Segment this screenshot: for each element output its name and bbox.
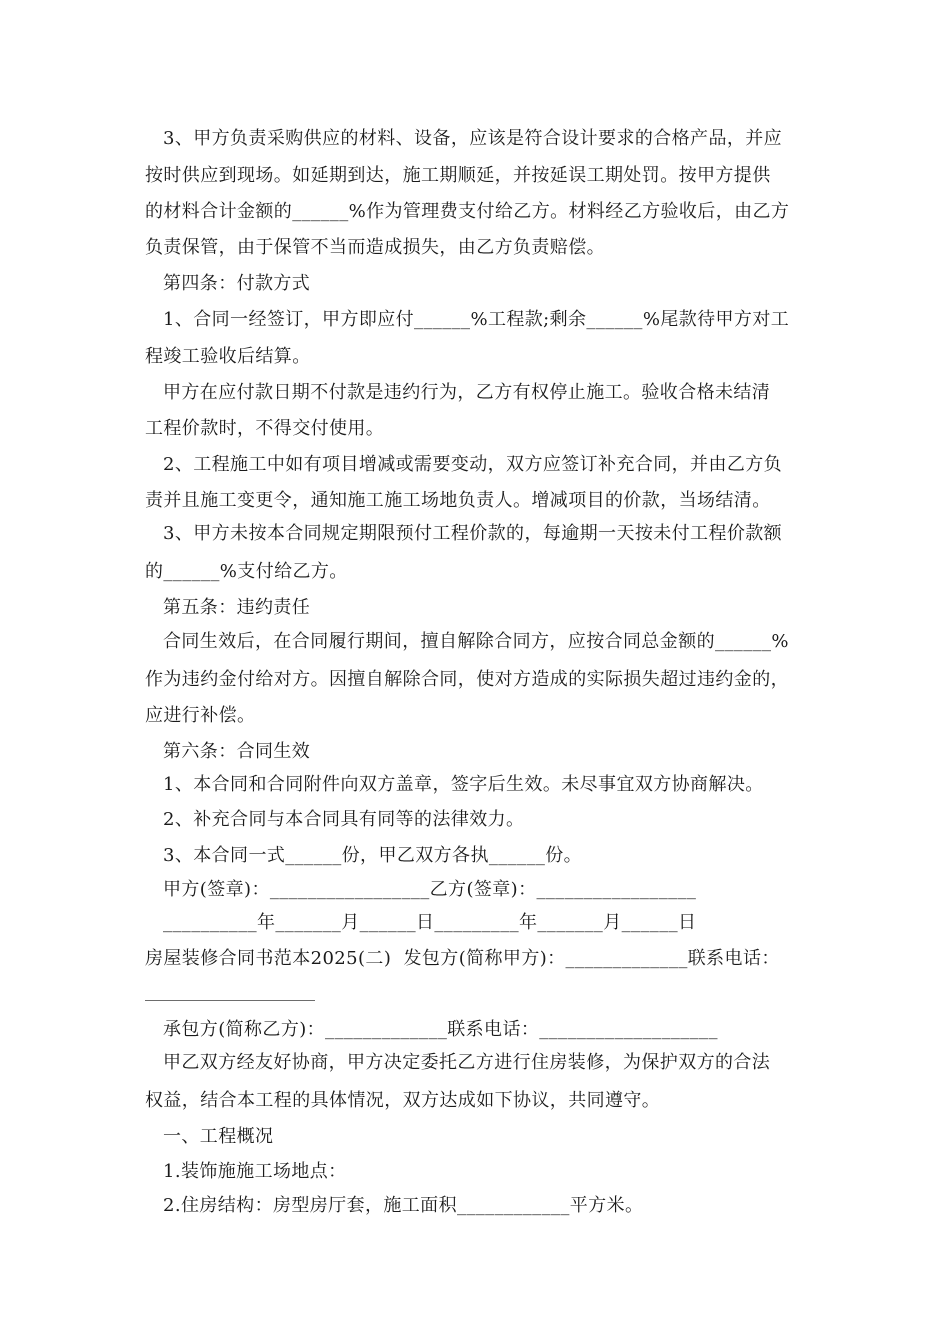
overview-item-2: 2.住房结构：房型房厅套，施工面积____________平方米。	[163, 1195, 644, 1216]
effect-3: 3、本合同一式______份，甲乙双方各执______份。	[163, 845, 583, 866]
payment-note-line-1: 甲方在应付款日期不付款是违约行为，乙方有权停止施工。验收合格未结清	[163, 382, 771, 403]
clause-3-line-3: 的材料合计金额的______%作为管理费支付给乙方。材料经乙方验收后，由乙方	[145, 201, 790, 222]
clause-3-line-1: 3、甲方负责采购供应的材料、设备，应该是符合设计要求的合格产品，并应	[163, 128, 783, 149]
contract-2-title-line: 房屋装修合同书范本2025(二) 发包方(简称甲方)：_____________联系电话：	[145, 948, 780, 969]
breach-line-1: 合同生效后，在合同履行期间，擅自解除合同方，应按合同总金额的______%	[163, 631, 789, 652]
payment-3-line-1: 3、甲方未按本合同规定期限预付工程价款的，每逾期一天按未付工程价款额	[163, 523, 783, 544]
date-line: __________年_______月______日_________年_______月______日	[163, 912, 697, 933]
payment-2-line-1: 2、工程施工中如有项目增减或需要变动，双方应签订补充合同，并由乙方负	[163, 454, 783, 475]
payment-1-line-1: 1、合同一经签订，甲方即应付______%工程款;剩余______%尾款待甲方对工	[163, 309, 790, 330]
effect-2: 2、补充合同与本合同具有同等的法律效力。	[163, 809, 525, 830]
payment-note-line-2: 工程价款时，不得交付使用。	[145, 418, 385, 439]
section-5-heading: 第五条：违约责任	[163, 597, 311, 618]
agreement-line-1: 甲乙双方经友好协商，甲方决定委托乙方进行住房装修，为保护双方的合法	[163, 1052, 771, 1073]
section-6-heading: 第六条：合同生效	[163, 741, 311, 762]
breach-line-3: 应进行补偿。	[145, 705, 256, 726]
clause-3-line-2: 按时供应到现场。如延期到达，施工期顺延，并按延误工期处罚。按甲方提供	[145, 165, 771, 186]
payment-3-line-2: 的______%支付给乙方。	[145, 561, 348, 582]
phone-blank-underline	[145, 1000, 315, 1001]
section-4-heading: 第四条：付款方式	[163, 273, 311, 294]
payment-1-line-2: 程竣工验收后结算。	[145, 346, 311, 367]
overview-heading: 一、工程概况	[163, 1126, 274, 1147]
signature-line: 甲方(签章)：_________________乙方(签章)：_________________	[163, 879, 697, 900]
breach-line-2: 作为违约金付给对方。因擅自解除合同，使对方造成的实际损失超过违约金的，	[145, 669, 789, 690]
overview-item-1: 1.装饰施施工场地点：	[163, 1161, 347, 1182]
clause-3-line-4: 负责保管，由于保管不当而造成损失，由乙方负责赔偿。	[145, 237, 605, 258]
payment-2-line-2: 责并且施工变更令，通知施工施工场地负责人。增减项目的价款，当场结清。	[145, 490, 771, 511]
contractor-line: 承包方(简称乙方)：_____________联系电话：___________________	[163, 1019, 718, 1040]
effect-1: 1、本合同和合同附件向双方盖章，签字后生效。未尽事宜双方协商解决。	[163, 774, 764, 795]
agreement-line-2: 权益，结合本工程的具体情况，双方达成如下协议，共同遵守。	[145, 1090, 661, 1111]
